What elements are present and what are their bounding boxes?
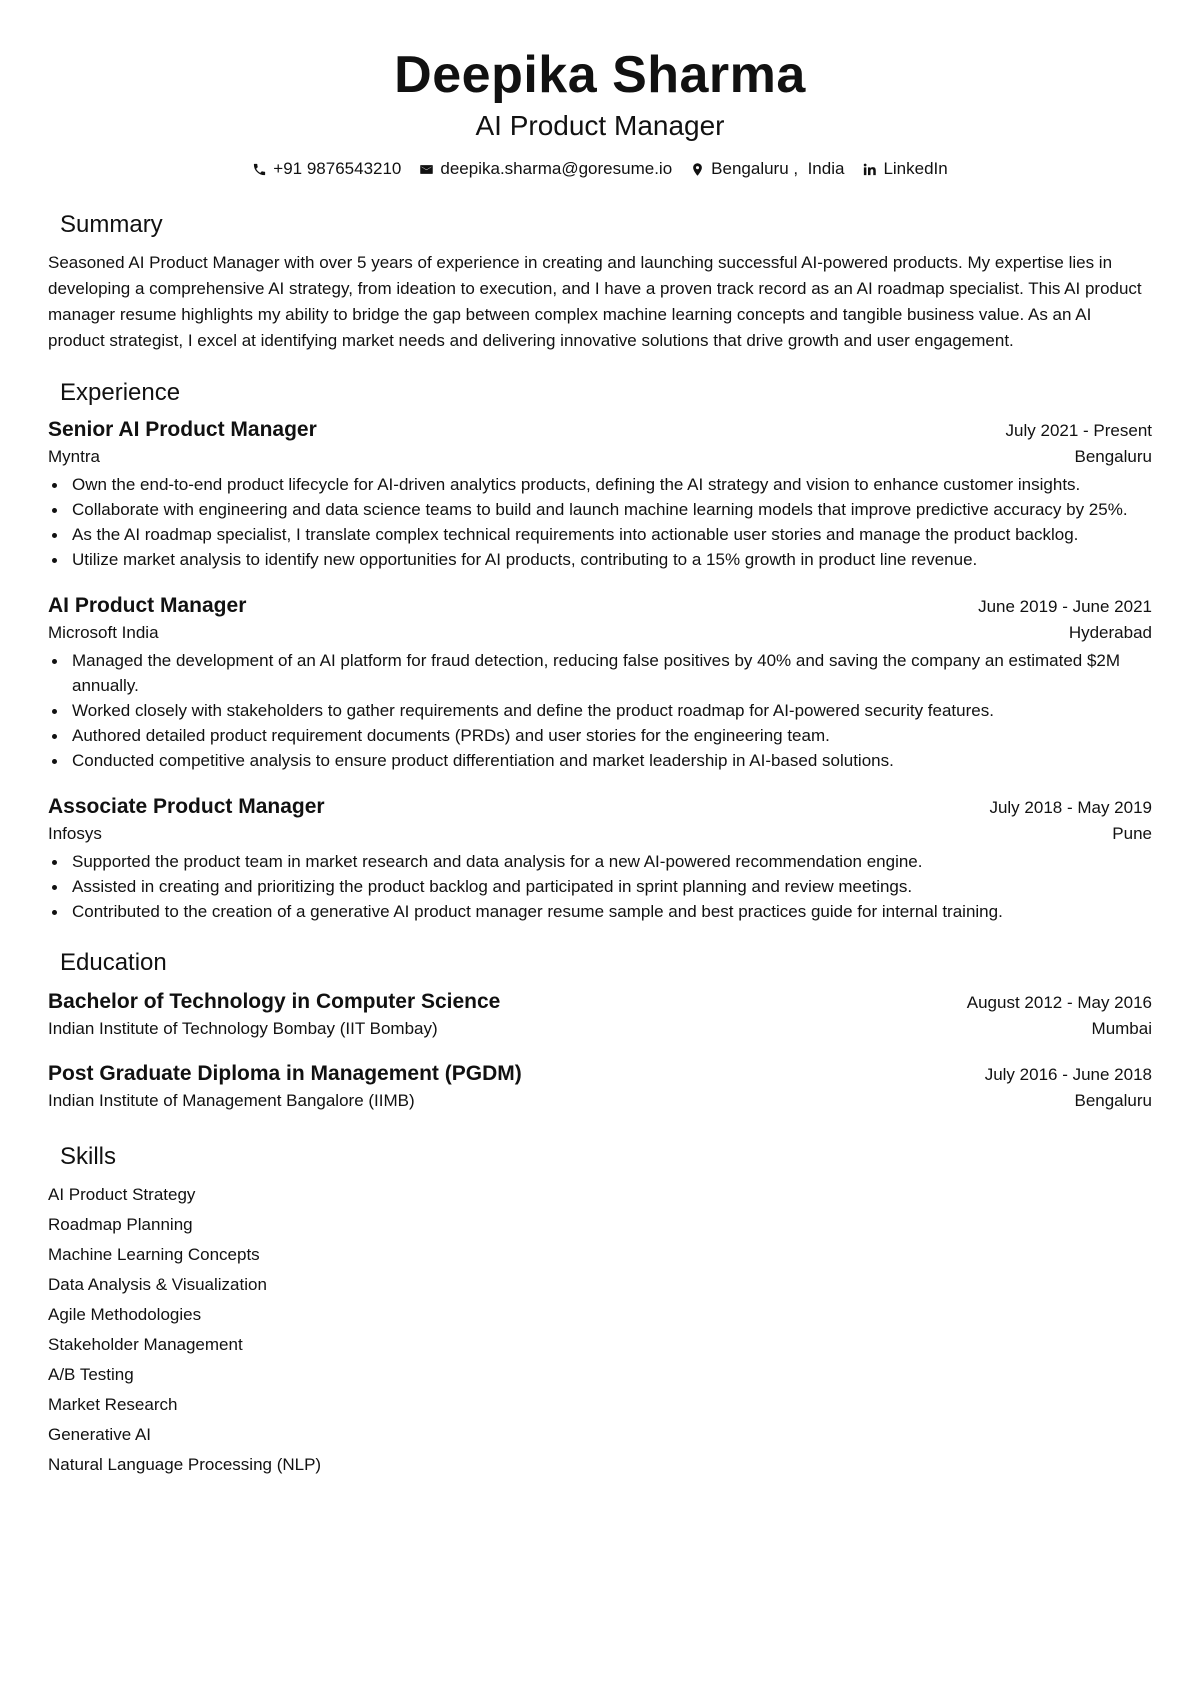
job-title: AI Product Manager bbox=[48, 594, 247, 617]
location-text: Bengaluru , India bbox=[711, 159, 845, 178]
skill-item: AI Product Strategy bbox=[48, 1185, 196, 1204]
skill-item: Generative AI bbox=[48, 1425, 152, 1444]
list-item: Supported the product team in market research and data analysis for a new AI-powered recommendation engine. bbox=[48, 849, 1152, 874]
job-dates: July 2018 - May 2019 bbox=[989, 798, 1152, 817]
experience-entry bbox=[48, 793, 1152, 924]
skills-list bbox=[48, 1180, 1152, 1480]
list-item: Worked closely with stakeholders to gather requirements and define the product roadmap for AI-powered security features. bbox=[48, 698, 1152, 723]
school-name: Indian Institute of Management Bangalore (IIMB) bbox=[48, 1091, 415, 1110]
degree-title: Post Graduate Diploma in Management (PGDM) bbox=[48, 1062, 522, 1085]
company-name: Myntra bbox=[48, 447, 100, 466]
job-dates: July 2021 - Present bbox=[1005, 421, 1152, 440]
education-entry bbox=[48, 1060, 1152, 1114]
experience-section bbox=[48, 378, 1152, 924]
list-item: Assisted in creating and prioritizing the product backlog and participated in sprint planning and review meetings. bbox=[48, 874, 1152, 899]
list-item: Authored detailed product requirement documents (PRDs) and user stories for the engineering team. bbox=[48, 723, 1152, 748]
company-name: Microsoft India bbox=[48, 623, 159, 642]
job-bullets bbox=[48, 849, 1152, 924]
list-item: Contributed to the creation of a generative AI product manager resume sample and best practices guide for internal training. bbox=[48, 899, 1152, 924]
job-location: Hyderabad bbox=[1068, 623, 1152, 642]
candidate-name: Deepika Sharma bbox=[394, 46, 806, 104]
education-dates: August 2012 - May 2016 bbox=[966, 993, 1152, 1012]
contact-linkedin[interactable] bbox=[862, 158, 947, 180]
email-text: deepika.sharma@goresume.io bbox=[440, 159, 673, 178]
email-icon bbox=[419, 162, 434, 177]
school-location: Bengaluru bbox=[1074, 1091, 1152, 1110]
school-name: Indian Institute of Technology Bombay (IIT Bombay) bbox=[48, 1019, 438, 1038]
contact-location bbox=[690, 158, 844, 180]
linkedin-icon bbox=[862, 162, 877, 177]
company-name: Infosys bbox=[48, 824, 102, 843]
skill-item: Market Research bbox=[48, 1395, 178, 1414]
skill-item: Stakeholder Management bbox=[48, 1335, 243, 1354]
contact-bar bbox=[48, 158, 1152, 180]
summary-heading: Summary bbox=[60, 211, 163, 238]
list-item: Own the end-to-end product lifecycle for AI-driven analytics products, defining the AI strategy and vision to enhance customer insights. bbox=[48, 472, 1152, 497]
contact-email[interactable] bbox=[419, 158, 672, 180]
education-heading: Education bbox=[60, 949, 167, 976]
list-item: Managed the development of an AI platform for fraud detection, reducing false positives by 40% and saving the company an estimated $2M annually. bbox=[48, 648, 1152, 698]
list-item: As the AI roadmap specialist, I translate complex technical requirements into actionable user stories and manage the product backlog. bbox=[48, 522, 1152, 547]
experience-entry bbox=[48, 416, 1152, 572]
experience-entry bbox=[48, 592, 1152, 773]
location-icon bbox=[690, 162, 705, 177]
job-dates: June 2019 - June 2021 bbox=[978, 597, 1152, 616]
degree-title: Bachelor of Technology in Computer Science bbox=[48, 990, 501, 1013]
job-bullets bbox=[48, 472, 1152, 572]
job-title: Associate Product Manager bbox=[48, 795, 325, 818]
phone-text: +91 9876543210 bbox=[273, 159, 402, 178]
education-dates: July 2016 - June 2018 bbox=[984, 1065, 1152, 1084]
skill-item: Agile Methodologies bbox=[48, 1305, 202, 1324]
list-item: Utilize market analysis to identify new opportunities for AI products, contributing to a 15% growth in product line revenue. bbox=[48, 547, 1152, 572]
skill-item: Roadmap Planning bbox=[48, 1215, 193, 1234]
skill-item: Machine Learning Concepts bbox=[48, 1245, 260, 1264]
candidate-title: AI Product Manager bbox=[475, 110, 725, 141]
job-location: Bengaluru bbox=[1074, 447, 1152, 466]
job-title: Senior AI Product Manager bbox=[48, 418, 317, 441]
education-entry bbox=[48, 988, 1152, 1042]
skills-heading: Skills bbox=[60, 1143, 117, 1170]
summary-section bbox=[48, 210, 1152, 354]
skill-item: Natural Language Processing (NLP) bbox=[48, 1455, 322, 1474]
skill-item: A/B Testing bbox=[48, 1365, 134, 1384]
resume-header bbox=[48, 0, 1152, 180]
education-section bbox=[48, 948, 1152, 1114]
summary-text: Seasoned AI Product Manager with over 5 years of experience in creating and launching successful AI-powered products. My expertise lies in developing a comprehensive AI strategy, from ideation to execution, and I have a proven track record as an AI roadmap specialist. This AI product manager resume highlights my ability to bridge the gap between complex machine learning concepts and tangible business value. As an AI product strategist, I excel at identifying market needs and delivering innovative solutions that drive growth and user engagement. bbox=[48, 253, 1142, 350]
list-item: Conducted competitive analysis to ensure product differentiation and market leadership in AI-based solutions. bbox=[48, 748, 1152, 773]
skills-section bbox=[48, 1142, 1152, 1480]
linkedin-text: LinkedIn bbox=[883, 159, 948, 178]
phone-icon bbox=[252, 162, 267, 177]
list-item: Collaborate with engineering and data science teams to build and launch machine learning models that improve predictive accuracy by 25%. bbox=[48, 497, 1152, 522]
experience-heading: Experience bbox=[60, 379, 181, 406]
job-bullets bbox=[48, 648, 1152, 773]
job-location: Pune bbox=[1112, 824, 1152, 843]
school-location: Mumbai bbox=[1091, 1019, 1152, 1038]
skill-item: Data Analysis & Visualization bbox=[48, 1275, 267, 1294]
contact-phone[interactable] bbox=[252, 158, 401, 180]
